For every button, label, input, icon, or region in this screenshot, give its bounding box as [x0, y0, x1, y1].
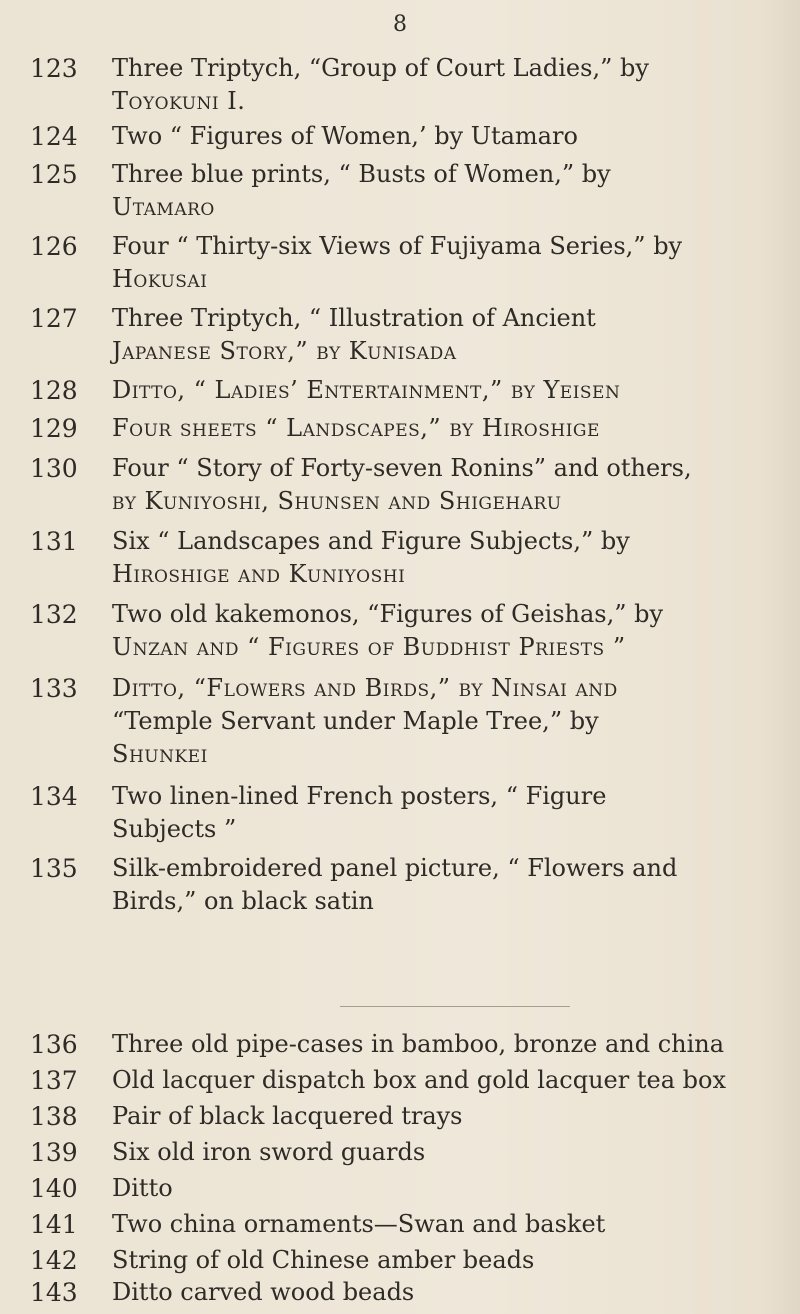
lot-description: [112, 672, 782, 771]
description-line: by Kuniyoshi, Shunsen and Shigeharu: [112, 487, 562, 515]
lot-description: [112, 1136, 782, 1169]
lot-number: 127: [30, 304, 78, 333]
description-line: Ditto: [112, 1174, 173, 1202]
lot-description: [112, 598, 782, 664]
lot-description: [112, 1276, 782, 1309]
lot-description: [112, 120, 782, 153]
description-line: Four sheets “ Landscapes,” by Hiroshige: [112, 414, 600, 442]
lot-number: 123: [30, 54, 78, 83]
lot-description: [112, 374, 782, 407]
lot-number: 128: [30, 376, 78, 405]
description-line: Three old pipe-cases in bamboo, bronze and china: [112, 1030, 725, 1058]
lot-description: [112, 1100, 782, 1133]
description-line: Hokusai: [112, 265, 208, 293]
lot-number: 140: [30, 1174, 78, 1203]
description-line: “Temple Servant under Maple Tree,” by: [112, 707, 599, 735]
lot-description: [112, 1064, 782, 1097]
description-line: Ditto, “Flowers and Birds,” by Ninsai and: [112, 674, 618, 702]
lot-number: 132: [30, 600, 78, 629]
description-line: Three Triptych, “ Illustration of Ancient: [112, 304, 596, 332]
lot-number: 133: [30, 674, 78, 703]
lot-description: [112, 302, 782, 368]
description-line: Two linen-lined French posters, “ Figure: [112, 782, 607, 810]
lot-description: [112, 1172, 782, 1205]
description-line: Old lacquer dispatch box and gold lacquer tea box: [112, 1066, 726, 1094]
lot-number: 136: [30, 1030, 78, 1059]
lot-description: [112, 412, 782, 445]
description-line: Utamaro: [112, 193, 215, 221]
description-line: Two “ Figures of Women,’ by Utamaro: [112, 122, 578, 150]
lot-description: [112, 230, 782, 296]
lot-description: [112, 852, 782, 918]
lot-description: [112, 780, 782, 846]
lot-number: 141: [30, 1210, 78, 1239]
description-line: Hiroshige and Kuniyoshi: [112, 560, 406, 588]
description-line: Silk-embroidered panel picture, “ Flowers and: [112, 854, 678, 882]
description-line: Two china ornaments—Swan and basket: [112, 1210, 606, 1238]
lot-number: 125: [30, 160, 78, 189]
description-line: Toyokuni I.: [112, 87, 246, 115]
lot-number: 143: [30, 1278, 78, 1307]
description-line: Birds,” on black satin: [112, 887, 374, 915]
lot-number: 126: [30, 232, 78, 261]
description-line: String of old Chinese amber beads: [112, 1246, 535, 1274]
lot-description: [112, 452, 782, 518]
lot-description: [112, 525, 782, 591]
description-line: Six old iron sword guards: [112, 1138, 426, 1166]
lot-number: 142: [30, 1246, 78, 1275]
description-line: Four “ Thirty-six Views of Fujiyama Series,” by: [112, 232, 683, 260]
description-line: Two old kakemonos, “Figures of Geishas,” by: [112, 600, 664, 628]
lot-number: 124: [30, 122, 78, 151]
lot-description: [112, 1028, 782, 1061]
description-line: Pair of black lacquered trays: [112, 1102, 463, 1130]
lot-number: 131: [30, 527, 78, 556]
lot-number: 139: [30, 1138, 78, 1167]
description-line: Subjects ”: [112, 815, 237, 843]
description-line: Ditto, “ Ladies’ Entertainment,” by Yeisen: [112, 376, 621, 404]
lot-number: 135: [30, 854, 78, 883]
description-line: Ditto carved wood beads: [112, 1278, 415, 1306]
lot-description: [112, 1208, 782, 1241]
description-line: Four “ Story of Forty-seven Ronins” and others,: [112, 454, 692, 482]
lot-description: [112, 52, 782, 118]
lot-number: 138: [30, 1102, 78, 1131]
lot-description: [112, 158, 782, 224]
description-line: Japanese Story,” by Kunisada: [112, 337, 457, 365]
lot-number: 130: [30, 454, 78, 483]
lot-number: 137: [30, 1066, 78, 1095]
lot-number: 129: [30, 414, 78, 443]
lot-number: 134: [30, 782, 78, 811]
lot-description: [112, 1244, 782, 1277]
section-divider: [340, 1006, 570, 1007]
description-line: Three blue prints, “ Busts of Women,” by: [112, 160, 611, 188]
description-line: Three Triptych, “Group of Court Ladies,” by: [112, 54, 649, 82]
description-line: Unzan and “ Figures of Buddhist Priests ”: [112, 633, 626, 661]
description-line: Shunkei: [112, 740, 208, 768]
description-line: Six “ Landscapes and Figure Subjects,” by: [112, 527, 630, 555]
page-number: 8: [393, 12, 407, 37]
